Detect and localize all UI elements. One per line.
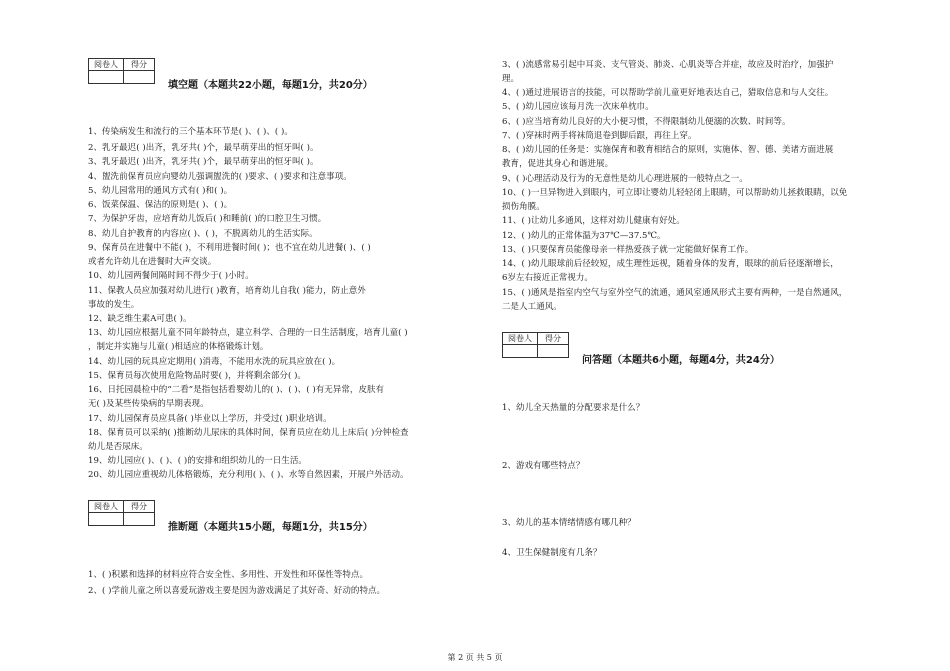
grader-cell (503, 345, 538, 358)
judge-line: 13、( )只要保育员能像母亲一样热爱孩子就一定能做好保育工作。 (502, 245, 754, 255)
judge-line: 3、( )流感常易引起中耳炎、支气管炎、肺炎、心肌炎等合并症，故应及时治疗，加强护 (502, 60, 834, 70)
fill-line: 3、乳牙最迟( )出齐，乳牙共( )个，最早萌芽出的恒牙叫( )。 (88, 157, 319, 167)
fill-line: 幼儿是否尿床。 (88, 442, 148, 452)
judge-line: 教育，促进其身心和谐进展。 (502, 159, 614, 169)
score-label: 得分 (538, 333, 569, 345)
fill-line: 6、饭菜保温、保洁的原则是( )、( )。 (88, 200, 233, 210)
fill-line: 18、保育员可以采纳( )推断幼儿尿床的具体时间，保育员应在幼儿上床后( )分钟检查 (88, 428, 409, 438)
judge-line: 9、( )心理活动及行为的无意性是幼儿心理进展的一般特点之一。 (502, 174, 748, 184)
fill-line: 2、乳牙最迟( )出齐，乳牙共( )个，最早萌芽出的恒牙叫( )。 (88, 143, 319, 153)
fill-line: 15、保育员每次使用危险物品时要( )，并将剩余部分( )。 (88, 371, 306, 381)
fill-line: 14、幼儿园的玩具应定期用( )消毒，不能用水洗的玩具应放在( )。 (88, 357, 341, 367)
judge-line: 二是人工通风。 (502, 302, 562, 312)
judge-line: 6、( )应当培育幼儿良好的大小便习惯，不得限制幼儿便溺的次数、时间等。 (502, 117, 791, 127)
judge-line: 1、( )积累和选择的材料应符合安全性、多用性、开发性和环保性等特点。 (88, 570, 368, 580)
fill-line: 17、幼儿园保育员应具备( )毕业以上学历，并受过( )职业培训。 (88, 414, 332, 424)
fill-line: 12、缺乏维生素A可患( )。 (88, 314, 192, 324)
score-box-qa (502, 332, 569, 358)
score-label: 得分 (124, 59, 155, 71)
page-footer: 第 2 页 共 5 页 (447, 653, 503, 662)
score-cell (124, 513, 155, 526)
qa-question: 1、幼儿全天热量的分配要求是什么？ (502, 403, 645, 413)
grader-cell (89, 513, 124, 526)
fill-line: 9、保育员在进餐中不能( )，不利用进餐时间( )；也不宜在幼儿进餐( )、( ) (88, 243, 371, 253)
grader-label: 阅卷人 (89, 59, 124, 71)
judge-line: 12、( )幼儿的正常体温为37℃—37.5℃。 (502, 231, 666, 241)
score-label: 得分 (124, 501, 155, 513)
judge-section-heading: 推断题（本题共15小题，每题1分，共15分） (168, 522, 373, 533)
fill-line: 4、盥洗前保育员应向婴幼儿强调盥洗的( )要求、( )要求和注意事项。 (88, 172, 352, 182)
fill-line: 5、幼儿园常用的通风方式有( )和( )。 (88, 186, 233, 196)
fill-line: 7、为保护牙齿，应培育幼儿饭后( )和睡前( )的口腔卫生习惯。 (88, 214, 327, 224)
score-cell (538, 345, 569, 358)
judge-line: 10、( )一旦异物进入到眼内，可立即让婴幼儿轻轻闭上眼睛，可以帮助幼儿拯救眼睛，以免 (502, 188, 848, 198)
fill-line: 8、幼儿自护教育的内容应( )、( )，不脱离幼儿的生活实际。 (88, 229, 318, 239)
judge-line: 14、( )幼儿眼球前后径较短，成生理性远视，随着身体的发育，眼球的前后径逐渐增长， (502, 259, 839, 269)
fill-line: 1、传染病发生和流行的三个基本环节是( )、( )、( )。 (88, 127, 293, 137)
grader-label: 阅卷人 (503, 333, 538, 345)
judge-line: 5、( )幼儿园应该每月洗一次床单枕巾。 (502, 102, 654, 112)
fill-line: 无( )及某些传染病的早期表现。 (88, 399, 209, 409)
judge-line: 损伤角膜。 (502, 202, 545, 212)
qa-question: 3、幼儿的基本情绪情感有哪几种？ (502, 518, 636, 528)
fill-line: 11、保教人员应加强对幼儿进行( )教育，培育幼儿自我( )能力，防止意外 (88, 286, 366, 296)
grader-cell (89, 71, 124, 84)
score-box-judge (88, 500, 155, 526)
fill-line: 事故的发生。 (88, 300, 140, 310)
fill-line: 20、幼儿园应重视幼儿体格锻炼，充分利用( )、( )、水等自然因素，开展户外活动。 (88, 470, 409, 480)
fill-line: 或者允许幼儿在进餐时大声交谈。 (88, 257, 217, 267)
fill-line: ，制定并实施与儿童( )相适应的体格锻炼计划。 (88, 342, 269, 352)
qa-section-heading: 问答题（本题共6小题，每题4分，共24分） (582, 355, 780, 366)
judge-line: 15、( )通风是指室内空气与室外空气的流通，通风室通风形式主要有两种，一是自然通风， (502, 288, 848, 298)
fill-line: 16、日托园晨检中的“二看”是指包括看婴幼儿的( )、( )、( )有无异常，皮肤有 (88, 385, 385, 395)
score-box-fill (88, 58, 155, 84)
judge-line: 2、( )学前儿童之所以喜爱玩游戏主要是因为游戏满足了其好奇、好动的特点。 (88, 586, 386, 596)
qa-question: 2、游戏有哪些特点？ (502, 461, 585, 471)
judge-line: 4、( )通过进展语言的技能，可以帮助学前儿童更好地表达自己，猎取信息和与人交往。 (502, 88, 834, 98)
score-cell (124, 71, 155, 84)
judge-line: 11、( )让幼儿多通风，这样对幼儿健康有好处。 (502, 216, 685, 226)
fill-section-heading: 填空题（本题共22小题，每题1分，共20分） (168, 80, 373, 91)
fill-line: 19、幼儿园应( )、( )、( )的安排和组织幼儿的一日生活。 (88, 456, 307, 466)
judge-line: 6岁左右接近正常视力。 (502, 273, 593, 283)
judge-line: 8、( )幼儿园的任务是：实施保育和教育相结合的原则，实施体、智、德、美诸方面进展 (502, 145, 834, 155)
qa-question: 4、卫生保健制度有几条？ (502, 548, 602, 558)
grader-label: 阅卷人 (89, 501, 124, 513)
judge-line: 7、( )穿袜时两手将袜筒退卷到脚后跟，再往上穿。 (502, 131, 697, 141)
fill-line: 13、幼儿园应根据儿童不同年龄特点，建立科学、合理的一日生活制度，培育儿童( ) (88, 328, 408, 338)
judge-line: 理。 (502, 74, 520, 84)
fill-line: 10、幼儿园两餐间隔时间不得少于( )小时。 (88, 271, 254, 281)
